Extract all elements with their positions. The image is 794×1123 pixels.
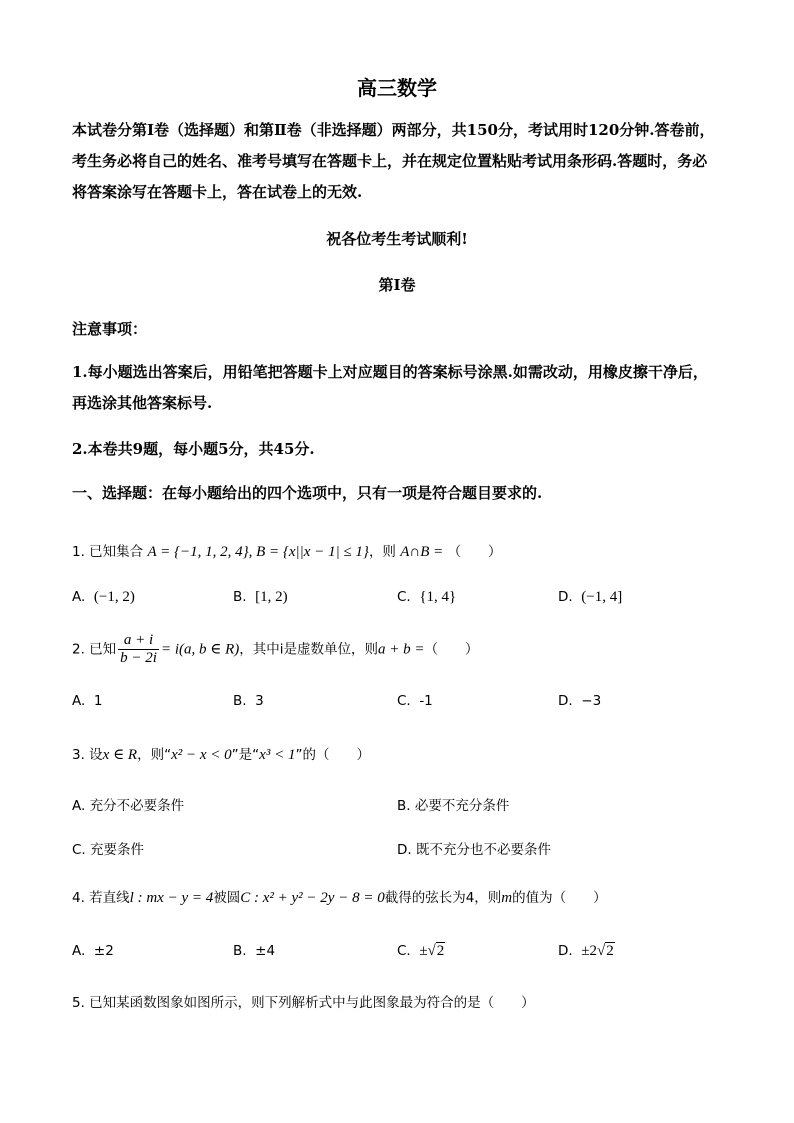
q4-mid-1: 被圆 xyxy=(213,890,241,906)
notice-2: 2.本卷共9题，每小题5分，共45分. xyxy=(72,440,315,458)
q4-option-c-sqrt-icon: √ xyxy=(427,943,436,959)
q2-fraction xyxy=(118,632,159,667)
q3-option-a: A. 充分不必要条件 xyxy=(72,798,185,814)
section-heading: 一、选择题：在每小题给出的四个选项中，只有一项是符合题目要求的. xyxy=(72,484,543,502)
notice-1: 1.每小题选出答案后，用铅笔把答题卡上对应题目的答案标号涂黑.如需改动，用橡皮擦干净后，再选涂其他答案标号. xyxy=(72,363,708,412)
q1-option-b-label: B. xyxy=(233,589,247,605)
q4-option-d-label: D. xyxy=(558,943,573,959)
q1-option-c-value: {1, 4} xyxy=(419,589,457,605)
q4-circle-equation: C : x² + y² − 2y − 8 = 0 xyxy=(240,890,385,906)
q2-option-d-label: D. xyxy=(558,693,573,709)
q3-suffix: ”的（ ） xyxy=(295,747,370,763)
q1-option-b-value: [1, 2) xyxy=(255,589,288,605)
intro-paragraph: 本试卷分第Ⅰ卷（选择题）和第Ⅱ卷（非选择题）两部分，共150分，考试用时120分钟.答卷前，考生务必将自己的姓名、准考号填写在答题卡上，并在规定位置粘贴考试用条形码.答题时，务必将答案涂写在答题卡上，答在试卷上的无效. xyxy=(72,121,715,201)
q4-option-c-sign: ± xyxy=(419,943,428,959)
q4-option-a xyxy=(72,943,114,959)
q3-prefix: 3. 设 xyxy=(72,747,103,763)
q2-option-c xyxy=(397,693,433,709)
q1-option-a-value: (−1, 2) xyxy=(93,589,135,605)
q3-mid-1: ，则“ xyxy=(137,747,172,763)
question-2 xyxy=(72,632,479,667)
q4-option-d xyxy=(558,943,615,960)
q4-option-c-radicand: 2 xyxy=(436,943,445,959)
q2-option-c-value: -1 xyxy=(419,693,433,709)
page-title: 高三数学 xyxy=(357,76,437,100)
q2-numerator: a + i xyxy=(118,632,159,650)
q2-option-b xyxy=(233,693,264,709)
q1-option-c-label: C. xyxy=(397,589,411,605)
q1-option-a xyxy=(72,589,135,606)
q2-option-c-label: C. xyxy=(397,693,411,709)
q2-option-b-label: B. xyxy=(233,693,247,709)
q4-option-d-radicand: 2 xyxy=(606,943,614,959)
q1-option-a-label: A. xyxy=(72,589,86,605)
q1-expression: A∩B = xyxy=(400,544,444,560)
q2-option-d xyxy=(558,693,601,709)
q3-option-c: C. 充要条件 xyxy=(72,842,145,858)
q4-line-equation: l : mx − y = 4 xyxy=(129,890,214,906)
q3-option-d: D. 既不充分也不必要条件 xyxy=(397,842,551,858)
q1-prefix: 1. 已知集合 xyxy=(72,544,144,560)
q3-condition-domain: x ∈ R xyxy=(102,747,138,763)
q2-option-a-value: 1 xyxy=(93,693,103,709)
notice-title: 注意事项： xyxy=(72,320,148,338)
q2-rhs: = i(a, b ∈ R) xyxy=(160,641,240,658)
question-5: 5. 已知某函数图象如图所示，则下列解析式中与此图象最为符合的是（ ） xyxy=(72,995,535,1011)
q4-option-c xyxy=(397,943,445,960)
q2-denominator: b − 2i xyxy=(120,650,157,666)
q2-option-a xyxy=(72,693,102,709)
q1-set-b: B = {x||x − 1| ≤ 1} xyxy=(256,544,369,560)
q4-option-c-label: C. xyxy=(397,943,411,959)
q4-suffix: 的值为（ ） xyxy=(512,890,607,906)
q3-condition-2: x³ < 1 xyxy=(259,747,296,763)
q4-option-b-value: ±4 xyxy=(255,943,276,959)
part-heading: 第Ⅰ卷 xyxy=(378,276,416,294)
q1-option-d-label: D. xyxy=(558,589,573,605)
q1-option-c xyxy=(397,589,456,606)
q1-paren: （ ） xyxy=(447,544,502,560)
q3-condition-1: x² − x < 0 xyxy=(171,747,232,763)
q4-prefix: 4. 若直线 xyxy=(72,890,130,906)
q2-expression: a + b = xyxy=(378,641,425,658)
question-4 xyxy=(72,886,607,907)
q1-option-b xyxy=(233,589,288,606)
question-3 xyxy=(72,743,370,764)
q1-option-d xyxy=(558,589,622,606)
q4-mid-2: 截得的弦长为4，则 xyxy=(384,890,502,906)
q2-option-a-label: A. xyxy=(72,693,86,709)
question-1 xyxy=(72,540,502,561)
q2-prefix: 2. 已知 xyxy=(72,641,117,658)
q4-option-a-value: ±2 xyxy=(93,943,114,959)
wish-line: 祝各位考生考试顺利! xyxy=(326,230,468,248)
q1-set-a: A = {−1, 1, 2, 4}, xyxy=(147,544,257,560)
q4-option-b-label: B. xyxy=(233,943,247,959)
q1-option-d-value: (−1, 4] xyxy=(581,589,623,605)
q3-option-b: B. 必要不充分条件 xyxy=(397,798,510,814)
q2-option-d-value: −3 xyxy=(581,693,602,709)
q2-option-b-value: 3 xyxy=(255,693,264,709)
q1-suffix: ，则 xyxy=(368,544,396,560)
q2-paren: （ ） xyxy=(424,641,479,658)
q4-variable: m xyxy=(501,890,513,906)
q2-mid: ，其中i是虚数单位，则 xyxy=(239,641,379,658)
q4-option-d-sqrt-icon: √ xyxy=(597,943,606,959)
q3-mid-2: ”是“ xyxy=(231,747,260,763)
q4-option-b xyxy=(233,943,275,959)
q4-option-a-label: A. xyxy=(72,943,86,959)
q4-option-d-sign: ±2 xyxy=(581,943,598,959)
